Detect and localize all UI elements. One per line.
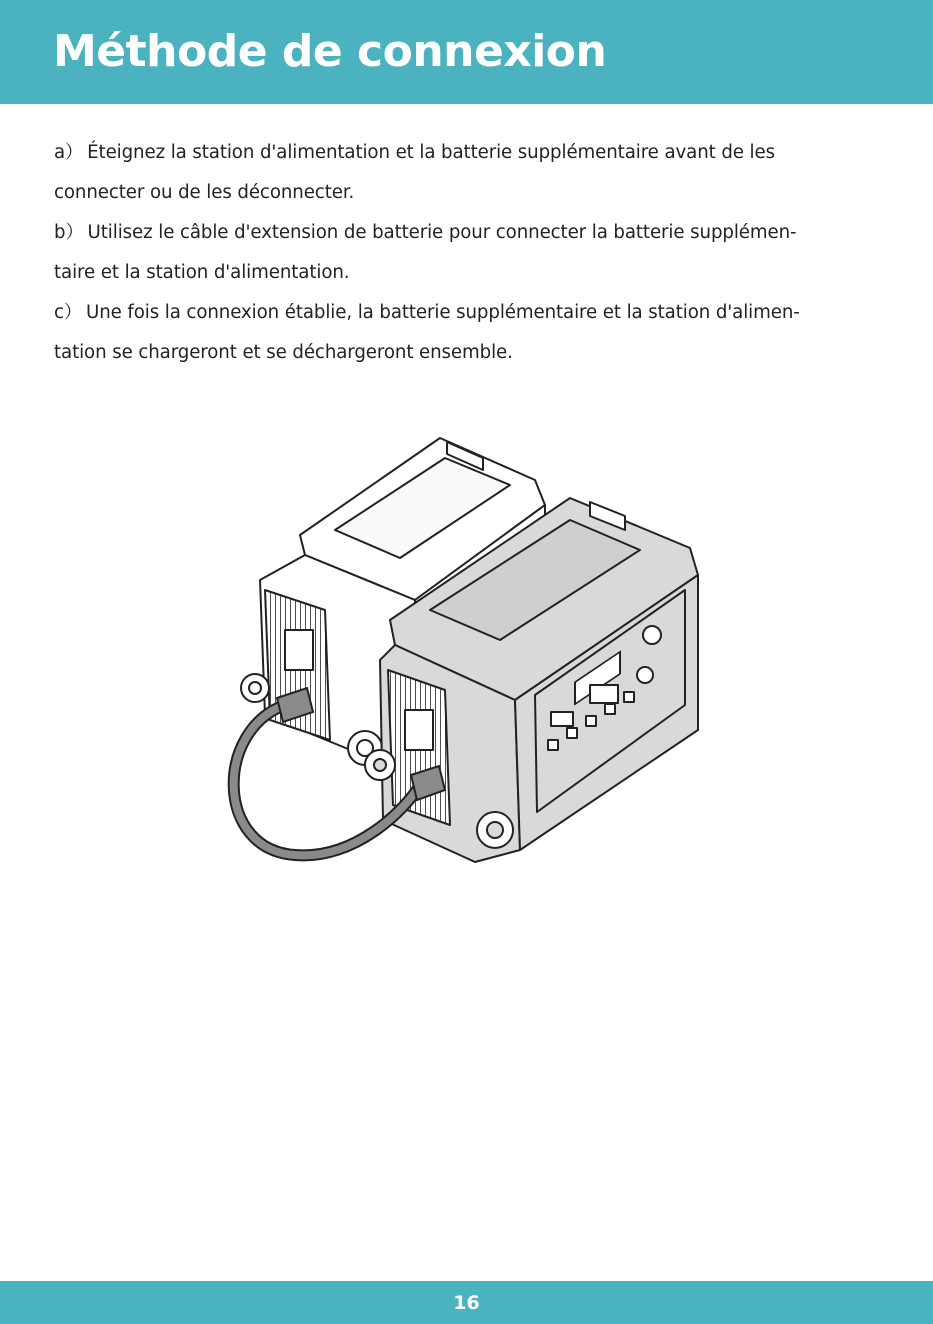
step-text-line: Éteignez la station d'alimentation et la batterie supplémentaire avant de les [87, 142, 775, 163]
connection-illustration [215, 430, 705, 870]
step-text-line: Une fois la connexion établie, la batterie supplémentaire et la station d'alimen- [86, 302, 800, 323]
step-text-line: tation se chargeront et se déchargeront ensemble. [54, 342, 513, 363]
page-header [0, 0, 933, 104]
step-a [54, 133, 884, 213]
step-text-line: connecter ou de les déconnecter. [54, 182, 355, 203]
step-marker: c） [54, 302, 82, 323]
step-marker: a） [54, 142, 84, 163]
instruction-list [54, 133, 884, 373]
step-text-line: Utilisez le câble d'extension de batterie pour connecter la batterie supplémen- [87, 222, 797, 243]
step-c [54, 293, 884, 373]
page-footer [0, 1281, 933, 1324]
step-text-line: taire et la station d'alimentation. [54, 262, 350, 283]
step-marker: b） [54, 222, 84, 243]
page-title: Méthode de connexion [53, 26, 607, 77]
step-b [54, 213, 884, 293]
page-number: 16 [453, 1292, 480, 1314]
